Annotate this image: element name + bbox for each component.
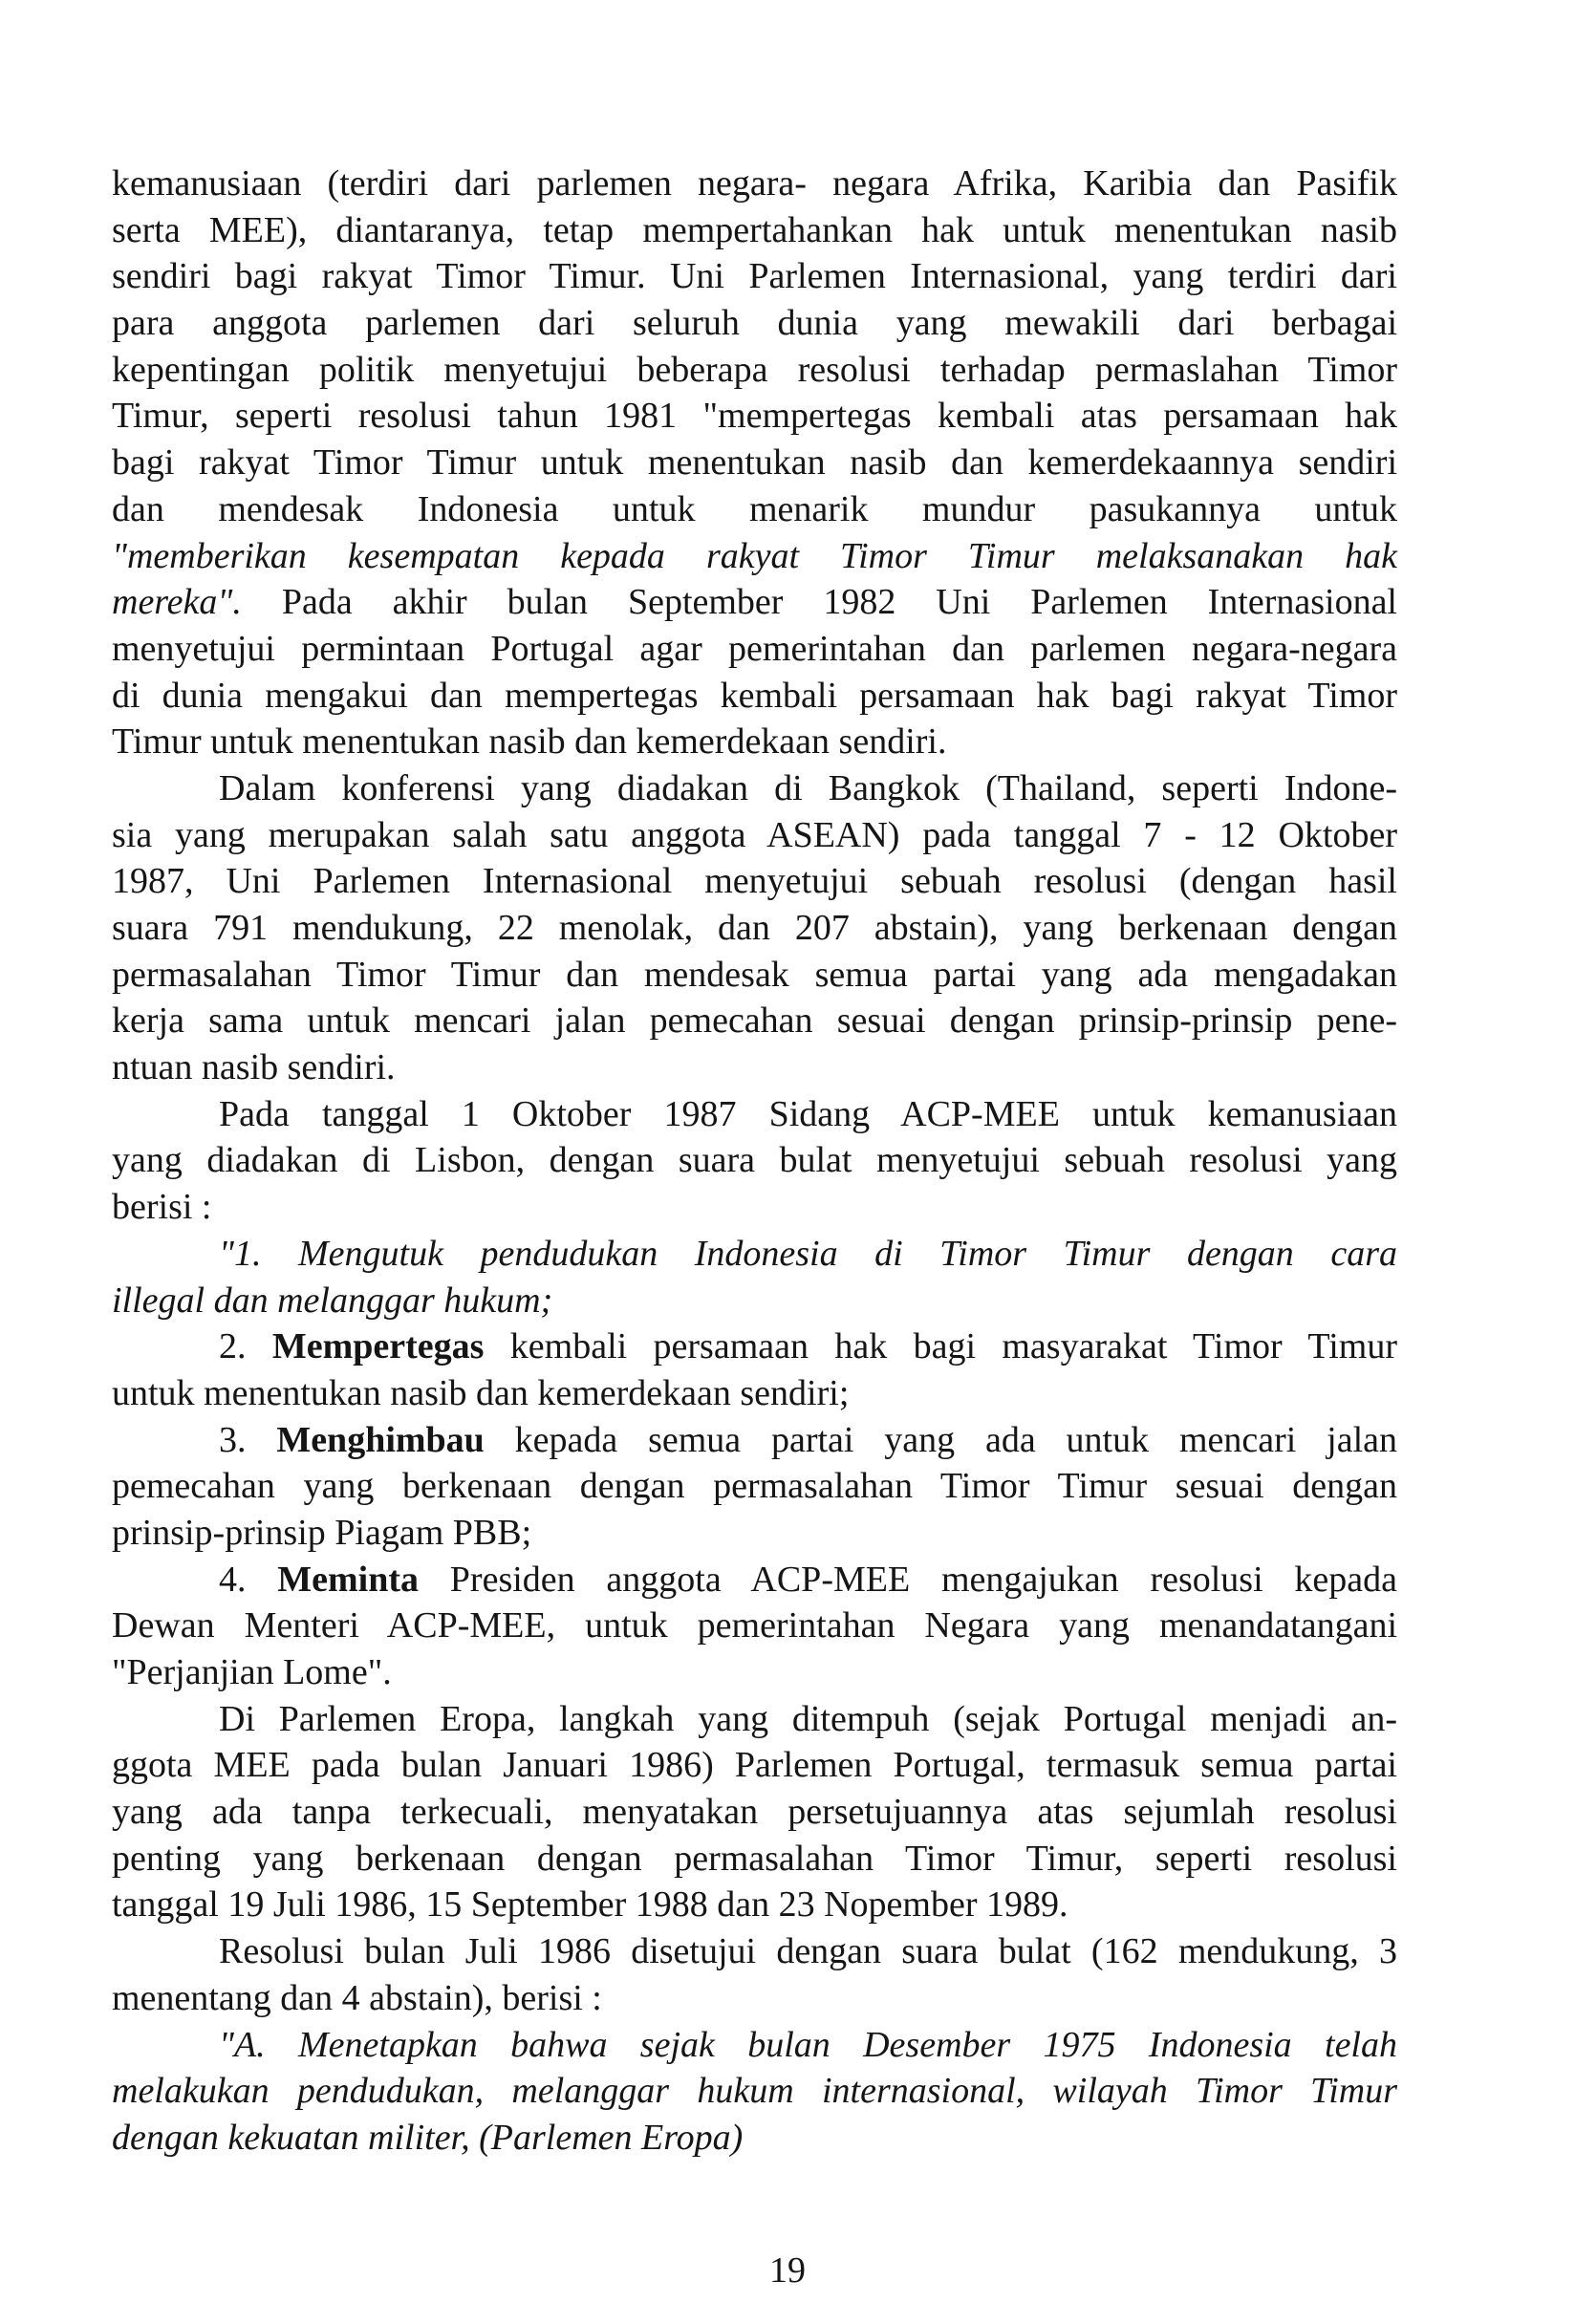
text-line: serta MEE), diantaranya, tetap mempertahankan hak untuk menentukan nasib [112, 209, 1397, 250]
text-line: dan mendesak Indonesia untuk menarik mundur pasukannya untuk [112, 488, 1397, 529]
quote-line: melakukan pendudukan, melanggar hukum internasional, wilayah Timor Timur [112, 2071, 1397, 2112]
text-line: ntuan nasib sendiri. [112, 1047, 396, 1088]
text-line: untuk menentukan nasib dan kemerdekaan sendiri; [112, 1372, 850, 1413]
text-line: para anggota parlemen dari seluruh dunia yang mewakili dari berbagai [112, 303, 1397, 344]
list-number: 2. [219, 1326, 247, 1367]
text-line: menentang dan 4 abstain), berisi : [112, 1977, 602, 2018]
text-line: permasalahan Timor Timur dan mendesak semua partai yang ada mengadakan [112, 954, 1397, 995]
text-line: suara 791 mendukung, 22 menolak, dan 207 abstain), yang berkenaan dengan [112, 908, 1397, 948]
text-line: pemecahan yang berkenaan dengan permasalahan Timor Timur sesuai dengan [112, 1466, 1397, 1507]
text-line: Pada tanggal 1 Oktober 1987 Sidang ACP-MEE untuk kemanusiaan [219, 1093, 1397, 1134]
text-line: di dunia mengakui dan mempertegas kembali persamaan hak bagi rakyat Timor [112, 675, 1397, 716]
list-number: 4. [219, 1559, 247, 1600]
body-text [112, 161, 1397, 2162]
text-line: Timur untuk menentukan nasib dan kemerdekaan sendiri. [112, 721, 947, 763]
text-line: kepentingan politik menyetujui beberapa resolusi terhadap permaslahan Timor [112, 349, 1397, 390]
text-line: bagi rakyat Timor Timur untuk menentukan nasib dan kemerdekaannya sendiri [112, 442, 1397, 484]
text-line: tanggal 19 Juli 1986, 15 September 1988 dan 23 Nopember 1989. [112, 1884, 1068, 1926]
text-run: kembali persamaan hak bagi masyarakat Timor Timur [509, 1326, 1398, 1367]
text-run: kepada semua partai yang ada untuk mencari jalan [514, 1419, 1397, 1460]
text-line: kemanusiaan (terdiri dari parlemen negara- negara Afrika, Karibia dan Pasifik [112, 163, 1397, 204]
text-line: penting yang berkenaan dengan permasalahan Timor Timur, seperti resolusi [112, 1838, 1397, 1879]
list-keyword: Meminta [277, 1559, 420, 1600]
list-item-2 [112, 1323, 1397, 1370]
text-line-quote: "memberikan kesempatan kepada rakyat Timor Timur melaksanakan hak [112, 535, 1397, 576]
quote-line: "A. Menetapkan bahwa sejak bulan Desember 1975 Indonesia telah [219, 2024, 1397, 2065]
text-line: Di Parlemen Eropa, langkah yang ditempuh (sejak Portugal menjadi an- [219, 1698, 1397, 1739]
list-item-3 [112, 1417, 1397, 1464]
text-line [112, 579, 1397, 626]
text-line: Resolusi bulan Juli 1986 disetujui dengan suara bulat (162 mendukung, 3 [219, 1931, 1397, 1972]
text-line: menyetujui permintaan Portugal agar pemerintahan dan parlemen negara-negara [112, 628, 1397, 669]
text-line: Dalam konferensi yang diadakan di Bangkok (Thailand, seperti Indone- [219, 767, 1397, 808]
text-line: sendiri bagi rakyat Timor Timur. Uni Parlemen Internasional, yang terdiri dari [112, 256, 1397, 297]
text-line: Timur, seperti resolusi tahun 1981 "mempertegas kembali atas persamaan hak [112, 396, 1397, 437]
text-line: yang diadakan di Lisbon, dengan suara bulat menyetujui sebuah resolusi yang [112, 1140, 1397, 1181]
text-line: berisi : [112, 1187, 212, 1228]
text-line: illegal dan melanggar hukum; [112, 1280, 553, 1321]
text-run: Presiden anggota ACP-MEE mengajukan resolusi kepada [449, 1559, 1398, 1600]
text-line: 1987, Uni Parlemen Internasional menyetujui sebuah resolusi (dengan hasil [112, 861, 1397, 902]
text-line: yang ada tanpa terkecuali, menyatakan persetujuannya atas sejumlah resolusi [112, 1792, 1397, 1833]
text-line: "Perjanjian Lome". [112, 1652, 392, 1692]
text-line: kerja sama untuk mencari jalan pemecahan sesuai dengan prinsip-prinsip pene- [112, 1001, 1397, 1042]
text-line: prinsip-prinsip Piagam PBB; [112, 1512, 532, 1553]
list-number: 3. [219, 1419, 247, 1460]
text-line: Dewan Menteri ACP-MEE, untuk pemerintahan Negara yang menandatangani [112, 1605, 1397, 1646]
list-item-4 [112, 1557, 1397, 1603]
text-line: ggota MEE pada bulan Januari 1986) Parlemen Portugal, termasuk semua partai [112, 1745, 1397, 1786]
text-run: Pada akhir bulan September 1982 Uni Parlemen Internasional [281, 582, 1397, 623]
list-keyword: Menghimbau [276, 1419, 485, 1460]
quote-line: dengan kekuatan militer, (Parlemen Eropa) [112, 2117, 744, 2158]
quote-end: mereka". [112, 582, 242, 623]
list-keyword: Mempertegas [271, 1326, 485, 1367]
list-item-1: "1. Mengutuk pendudukan Indonesia di Timor Timur dengan cara [219, 1233, 1397, 1274]
text-line: sia yang merupakan salah satu anggota ASEAN) pada tanggal 7 - 12 Oktober [112, 814, 1397, 855]
page-number: 19 [769, 2250, 806, 2291]
